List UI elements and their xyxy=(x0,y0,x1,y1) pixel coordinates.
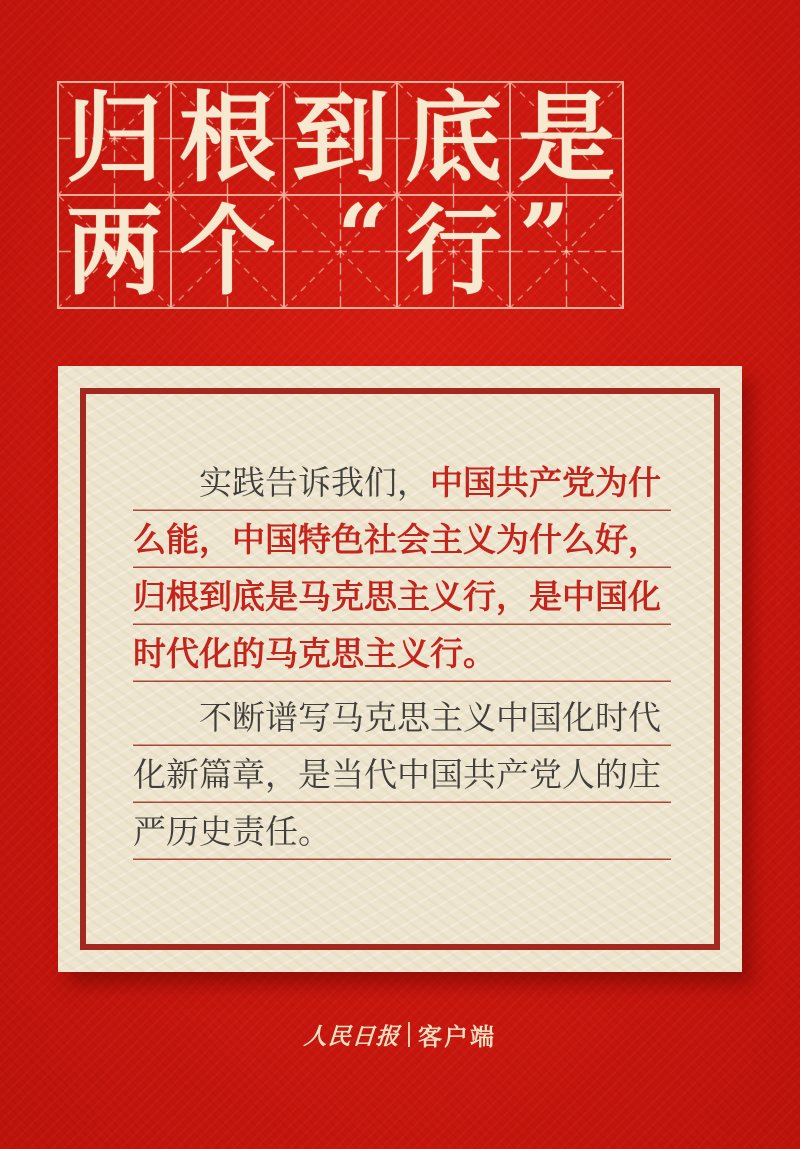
title-character: 个 xyxy=(179,194,276,308)
title-grid-cell xyxy=(171,82,284,195)
title-grid-cell xyxy=(397,82,510,195)
title-grid-cell xyxy=(510,184,623,308)
quote-lead-text: 实践告诉我们， xyxy=(199,464,430,501)
title-grid-cell xyxy=(284,82,397,195)
title-character: 底 xyxy=(405,81,502,195)
title-grid-cell xyxy=(58,195,171,308)
title-character: 两 xyxy=(66,194,163,308)
quote-text-block xyxy=(133,454,671,860)
close-quote-character: ” xyxy=(519,184,570,288)
title-character: 行 xyxy=(405,194,502,308)
logo-divider xyxy=(408,1022,410,1047)
peoples-daily-wordmark: 人民日报 xyxy=(302,1022,401,1050)
title-character: 根 xyxy=(179,81,276,195)
quote-card xyxy=(58,366,742,972)
title-grid-cell xyxy=(284,184,397,308)
open-quote-character: “ xyxy=(337,184,388,288)
title-character: 归 xyxy=(66,81,163,195)
quote-paragraph-1 xyxy=(133,454,671,682)
title-grid-cell xyxy=(397,195,510,308)
calligraphy-title-grid xyxy=(57,81,624,309)
peoples-daily-logo xyxy=(0,1014,800,1054)
title-grid-cell xyxy=(58,82,171,195)
client-label: 客户端 xyxy=(418,1023,496,1051)
quote-emphasis-text: 中国共产党为什么能，中国特色社会主义为什么好，归根到底是马克思主义行，是中国化时代化的马克思主义行。 xyxy=(133,464,661,672)
title-character: 是 xyxy=(518,81,615,195)
title-character: 到 xyxy=(292,81,389,195)
title-grid-cell xyxy=(510,82,623,195)
quote-paragraph-2: 不断谱写马克思主义中国化时代化新篇章，是当代中国共产党人的庄严历史责任。 xyxy=(133,689,671,860)
title-grid-cell xyxy=(171,195,284,308)
